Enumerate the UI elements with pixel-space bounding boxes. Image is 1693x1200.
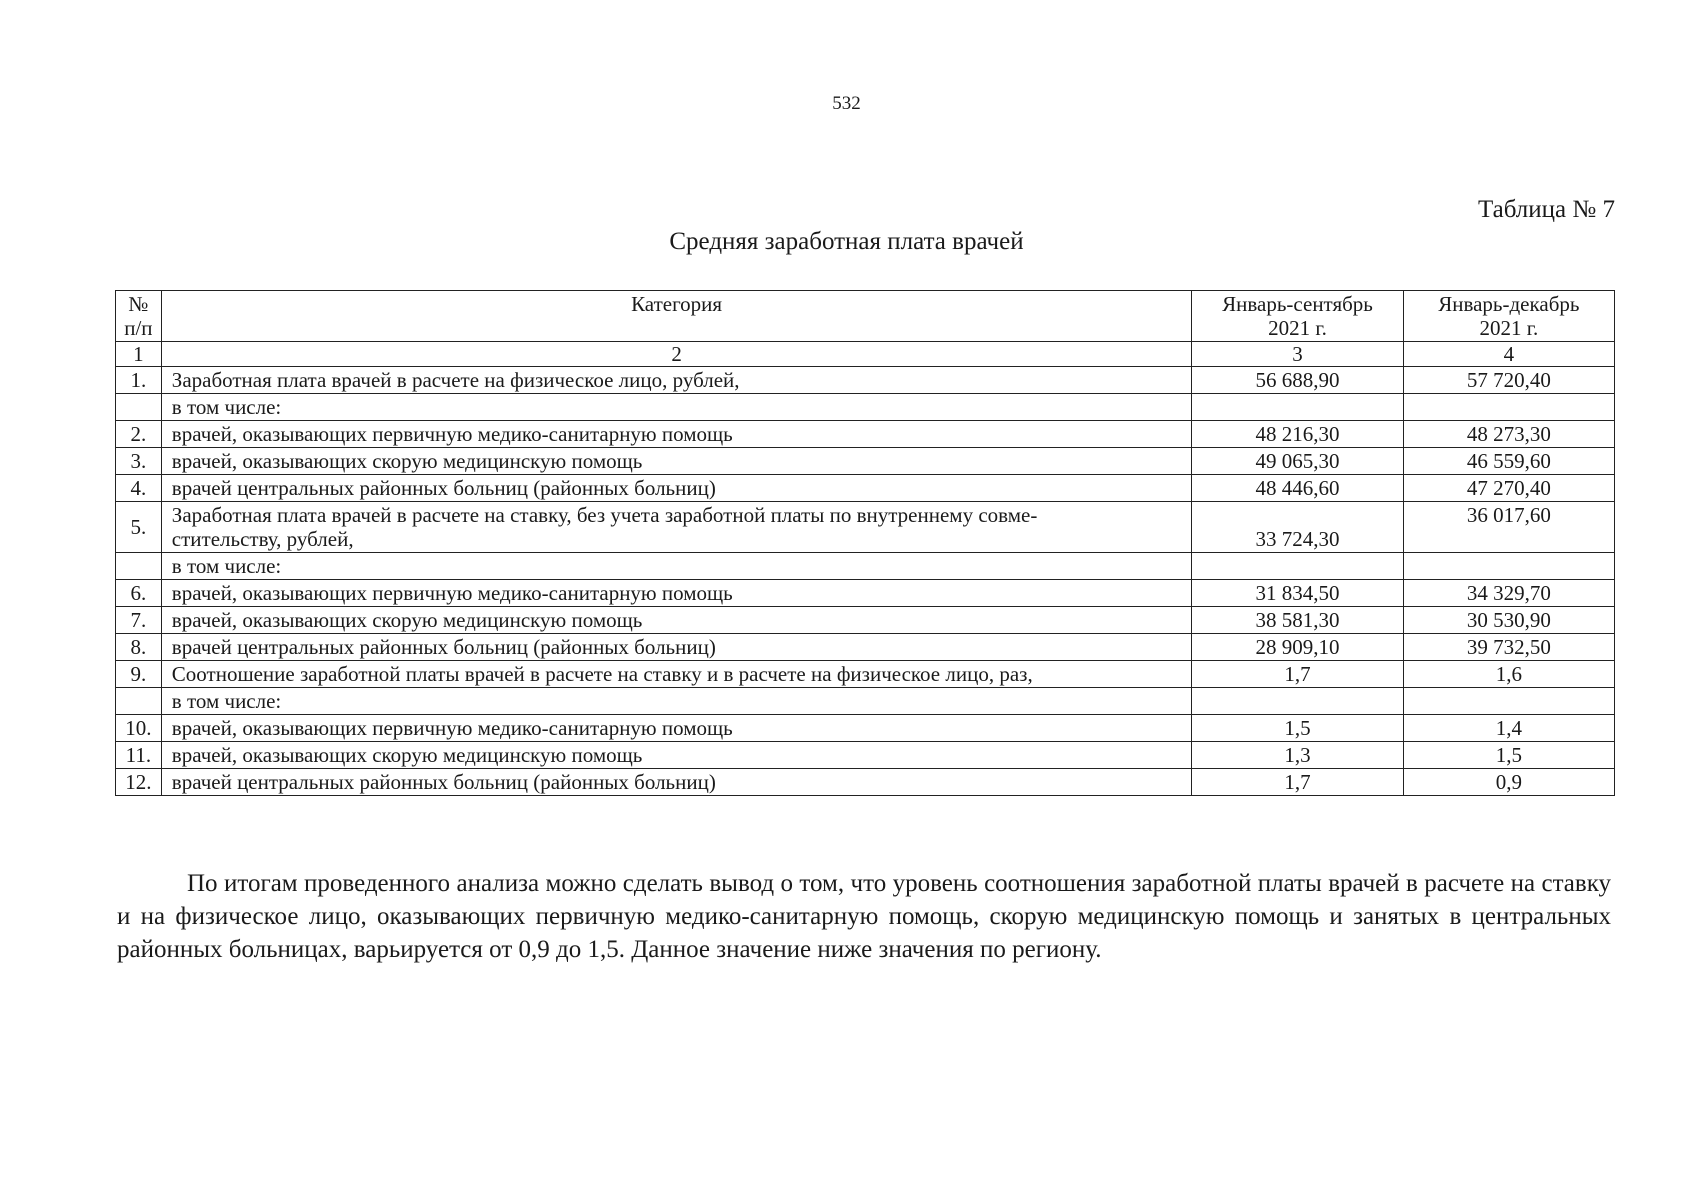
row-category: врачей, оказывающих первичную медико-санитарную помощь — [161, 715, 1192, 742]
row-number: 6. — [116, 580, 162, 607]
header-jan-sep: Январь-сентябрь 2021 г. — [1192, 291, 1403, 342]
header-jan-dec: Январь-декабрь 2021 г. — [1403, 291, 1614, 342]
index-cell: 2 — [161, 342, 1192, 367]
table-row — [116, 769, 1615, 796]
row-category: в том числе: — [161, 394, 1192, 421]
table-row — [116, 607, 1615, 634]
value-jan-dec: 1,6 — [1403, 661, 1614, 688]
row-category: врачей, оказывающих первичную медико-санитарную помощь — [161, 421, 1192, 448]
row-number: 7. — [116, 607, 162, 634]
row-category: врачей, оказывающих первичную медико-санитарную помощь — [161, 580, 1192, 607]
value-jan-sep: 1,7 — [1192, 769, 1403, 796]
table-row — [116, 688, 1615, 715]
table-row — [116, 553, 1615, 580]
index-cell: 3 — [1192, 342, 1403, 367]
row-category: врачей, оказывающих скорую медицинскую помощь — [161, 607, 1192, 634]
row-number: 2. — [116, 421, 162, 448]
value-jan-sep: 56 688,90 — [1192, 367, 1403, 394]
value-jan-dec: 47 270,40 — [1403, 475, 1614, 502]
table-row — [116, 580, 1615, 607]
value-jan-sep: 48 446,60 — [1192, 475, 1403, 502]
value-jan-sep: 28 909,10 — [1192, 634, 1403, 661]
row-number: 8. — [116, 634, 162, 661]
value-jan-sep: 48 216,30 — [1192, 421, 1403, 448]
row-category: Соотношение заработной платы врачей в расчете на ставку и в расчете на физическое лицо, раз, — [161, 661, 1192, 688]
document-title: Средняя заработная плата врачей — [669, 228, 1024, 255]
table-row — [116, 634, 1615, 661]
table-label: Таблица № 7 — [1477, 196, 1615, 223]
row-category: Заработная плата врачей в расчете на ставку, без учета заработной платы по внутреннему совме- стительству, рублей, — [161, 502, 1192, 553]
value-jan-sep: 1,3 — [1192, 742, 1403, 769]
row-number — [116, 688, 162, 715]
table-row — [116, 367, 1615, 394]
value-jan-sep: 49 065,30 — [1192, 448, 1403, 475]
value-jan-sep: 1,7 — [1192, 661, 1403, 688]
table-row — [116, 448, 1615, 475]
table-row — [116, 502, 1615, 553]
row-category: врачей центральных районных больниц (районных больниц) — [161, 634, 1192, 661]
value-jan-dec: 39 732,50 — [1403, 634, 1614, 661]
column-index-row — [116, 342, 1615, 367]
conclusion-paragraph: По итогам проведенного анализа можно сделать вывод о том, что уровень соотношения заработной платы врачей в расчете на ставку и на физическое лицо, оказывающих первичную медико-санитарную помощь, скорую медицинскую помощь и занятых в центральных районных больницах, варьируется от 0,9 до 1,5. Данное значение ниже значения по региону. — [117, 870, 1611, 963]
table-row — [116, 421, 1615, 448]
salary-table — [115, 290, 1615, 796]
table-row — [116, 394, 1615, 421]
row-category: в том числе: — [161, 553, 1192, 580]
row-number: 12. — [116, 769, 162, 796]
table-header-row — [116, 291, 1615, 342]
table-row — [116, 661, 1615, 688]
row-category: врачей, оказывающих скорую медицинскую помощь — [161, 742, 1192, 769]
value-jan-dec: 57 720,40 — [1403, 367, 1614, 394]
value-jan-sep: 38 581,30 — [1192, 607, 1403, 634]
value-jan-sep — [1192, 394, 1403, 421]
row-number — [116, 553, 162, 580]
header-category: Категория — [161, 291, 1192, 342]
row-number: 4. — [116, 475, 162, 502]
index-cell: 4 — [1403, 342, 1614, 367]
row-number: 3. — [116, 448, 162, 475]
value-jan-dec: 1,4 — [1403, 715, 1614, 742]
row-number: 10. — [116, 715, 162, 742]
value-jan-sep — [1192, 688, 1403, 715]
row-category: Заработная плата врачей в расчете на физическое лицо, рублей, — [161, 367, 1192, 394]
row-category: в том числе: — [161, 688, 1192, 715]
value-jan-dec — [1403, 553, 1614, 580]
row-number: 5. — [116, 502, 162, 553]
row-number: 11. — [116, 742, 162, 769]
row-category: врачей центральных районных больниц (районных больниц) — [161, 475, 1192, 502]
header-num: № п/п — [116, 291, 162, 342]
index-cell: 1 — [116, 342, 162, 367]
row-category: врачей, оказывающих скорую медицинскую помощь — [161, 448, 1192, 475]
value-jan-dec: 46 559,60 — [1403, 448, 1614, 475]
row-number: 1. — [116, 367, 162, 394]
value-jan-dec — [1403, 394, 1614, 421]
row-category: врачей центральных районных больниц (районных больниц) — [161, 769, 1192, 796]
value-jan-dec: 0,9 — [1403, 769, 1614, 796]
table-row — [116, 715, 1615, 742]
row-number — [116, 394, 162, 421]
row-number: 9. — [116, 661, 162, 688]
value-jan-dec: 1,5 — [1403, 742, 1614, 769]
value-jan-sep: 1,5 — [1192, 715, 1403, 742]
value-jan-dec: 34 329,70 — [1403, 580, 1614, 607]
value-jan-dec — [1403, 688, 1614, 715]
value-jan-dec: 48 273,30 — [1403, 421, 1614, 448]
value-jan-sep: 33 724,30 — [1192, 502, 1403, 553]
value-jan-sep — [1192, 553, 1403, 580]
table-row — [116, 742, 1615, 769]
page-number: 532 — [832, 93, 861, 114]
value-jan-sep: 31 834,50 — [1192, 580, 1403, 607]
table-row — [116, 475, 1615, 502]
value-jan-dec: 36 017,60 — [1403, 502, 1614, 553]
value-jan-dec: 30 530,90 — [1403, 607, 1614, 634]
